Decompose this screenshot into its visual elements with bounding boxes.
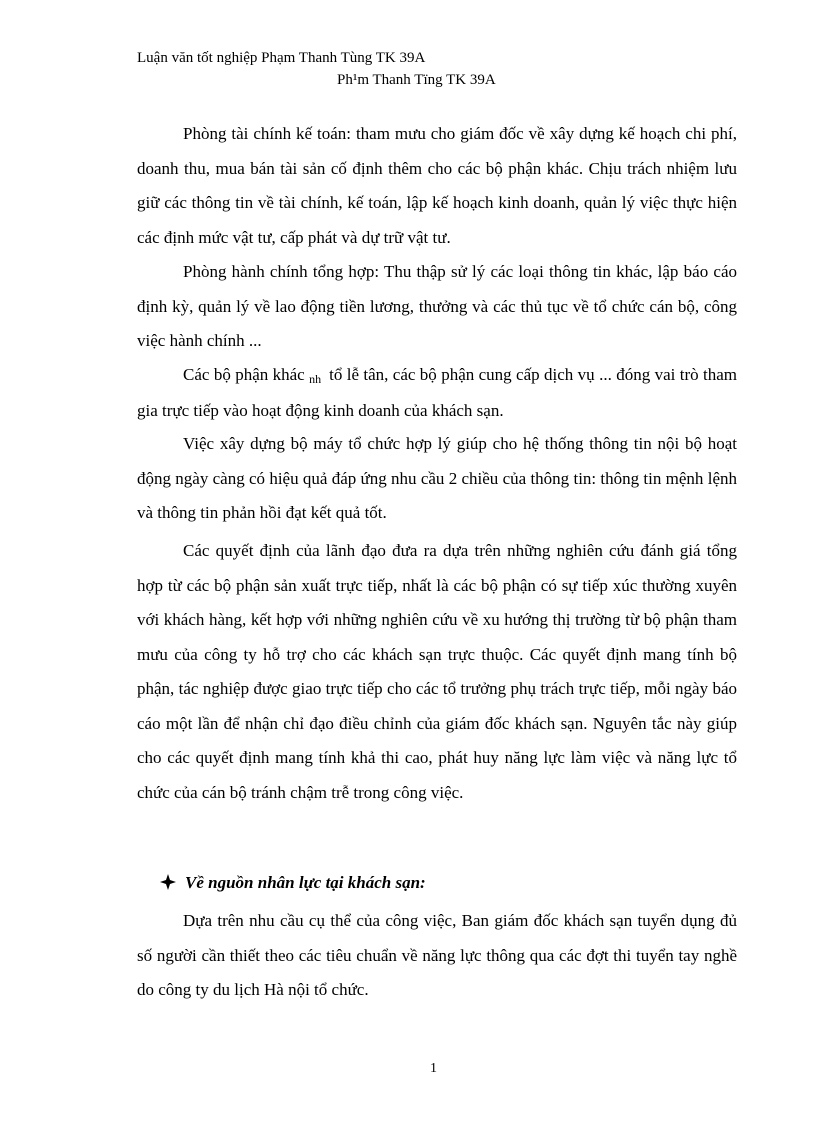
paragraph-recruitment: Dựa trên nhu cầu cụ thể của công việc, Ban giám đốc khách sạn tuyển dụng đủ số người cần thiết theo các tiêu chuẩn về năng lực thông qua các đợt thi tuyển tay nghề do công ty du lịch Hà nội tổ chức. (137, 911, 737, 999)
paragraph-organization-structure: Việc xây dựng bộ máy tổ chức hợp lý giúp cho hệ thống thông tin nội bộ hoạt động ngày càng có hiệu quả đáp ứng nhu cầu 2 chiều của thông tin: thông tin mệnh lệnh và thông tin phản hồi đạt kết quả tốt. (137, 434, 737, 522)
running-header-garbled: Ph¹m Thanh Tïng TK 39A (337, 72, 496, 88)
diamond-bullet-icon (160, 874, 176, 890)
paragraph-other-departments (137, 358, 737, 428)
paragraph-leadership-decisions: Các quyết định của lãnh đạo đưa ra dựa trên những nghiên cứu đánh giá tổng hợp từ các bộ phận sản xuất trực tiếp, nhất là các bộ phận có sự tiếp xúc thường xuyên với khách hàng, kết hợp với những nghiên cứu về xu hướng thị trường từ bộ phận tham mưu của công ty hỗ trợ cho các khách sạn trực thuộc. Các quyết định mang tính bộ phận, tác nghiệp được giao trực tiếp cho các tổ trưởng phụ trách trực tiếp, mỗi ngày báo cáo một lần để nhận chỉ đạo điều chỉnh của giám đốc khách sạn. Nguyên tắc này giúp cho các quyết định mang tính khả thi cao, phát huy năng lực làm việc và năng lực tổ chức của cán bộ tránh chậm trễ trong công việc. (137, 541, 737, 802)
section-heading-human-resources (160, 872, 426, 893)
paragraph-other-departments-start: Các bộ phận khác (183, 365, 305, 384)
section-heading-text: Về nguồn nhân lực tại khách sạn: (185, 873, 426, 892)
page-number: 1 (430, 1061, 437, 1076)
running-header: Luận văn tốt nghiệp Phạm Thanh Tùng TK 39A (137, 50, 426, 66)
paragraph-admin-department: Phòng hành chính tổng hợp: Thu thập sử lý các loại thông tin khác, lập báo cáo định kỳ, quản lý về lao động tiền lương, thưởng và các thủ tục về tổ chức cán bộ, công việc hành chính ... (137, 262, 737, 350)
subscript-fragment: nh (309, 372, 322, 386)
paragraph-finance-department: Phòng tài chính kế toán: tham mưu cho giám đốc về xây dựng kế hoạch chi phí, doanh thu, mua bán tài sản cố định thêm cho các bộ phận khác. Chịu trách nhiệm lưu giữ các thông tin về tài chính, kế toán, lập kế hoạch kinh doanh, quản lý việc thực hiện các định mức vật tư, cấp phát và dự trữ vật tư. (137, 124, 737, 247)
paragraph-other-departments-rest: tổ lễ tân, các bộ phận cung cấp dịch vụ ... đóng vai trò tham gia trực tiếp vào hoạt động kinh doanh của khách sạn. (137, 365, 737, 420)
